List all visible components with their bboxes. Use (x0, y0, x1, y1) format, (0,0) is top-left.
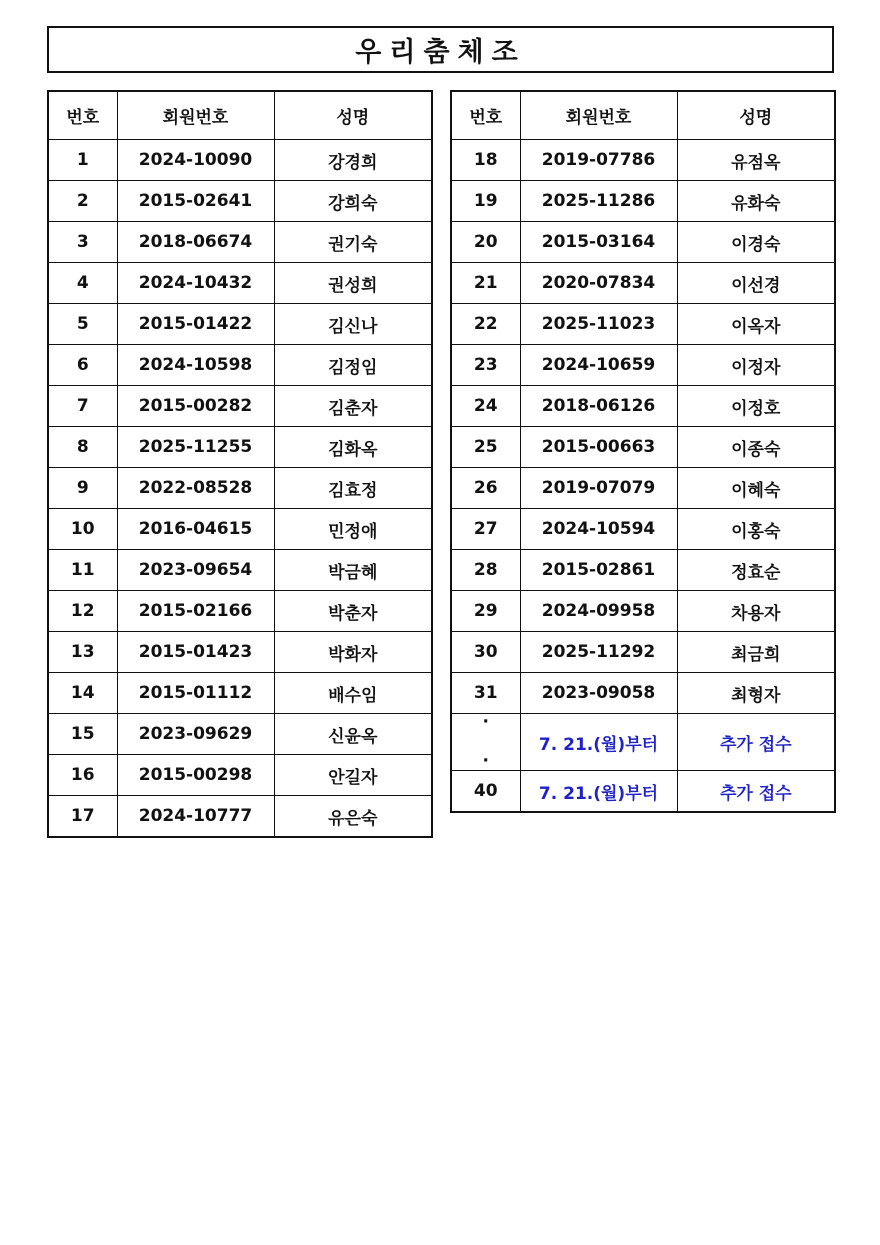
cell-name: 신윤옥 (274, 714, 432, 755)
cell-member-id: 2022-08528 (117, 468, 274, 509)
cell-name: 박춘자 (274, 591, 432, 632)
cell-no: 16 (48, 755, 117, 796)
table-row (451, 468, 835, 509)
header-no: 번호 (48, 91, 117, 140)
table-row (48, 263, 432, 304)
table-row (451, 181, 835, 222)
cell-member-id: 2024-10598 (117, 345, 274, 386)
cell-name: 최금희 (677, 632, 835, 673)
cell-no: 13 (48, 632, 117, 673)
cell-name: 박금혜 (274, 550, 432, 591)
roster-table-left (47, 90, 433, 838)
cell-member-id: 2023-09629 (117, 714, 274, 755)
table-row (48, 427, 432, 468)
cell-no: 17 (48, 796, 117, 838)
cell-no: 27 (451, 509, 520, 550)
cell-name: 이홍숙 (677, 509, 835, 550)
table-row (48, 509, 432, 550)
header-row (48, 91, 432, 140)
table-row (451, 509, 835, 550)
cell-name: 유화숙 (677, 181, 835, 222)
cell-name: 이옥자 (677, 304, 835, 345)
cell-name: 이경숙 (677, 222, 835, 263)
cell-member-id: 2024-09958 (520, 591, 677, 632)
cell-no: 6 (48, 345, 117, 386)
header-name: 성명 (274, 91, 432, 140)
cell-name: 권성희 (274, 263, 432, 304)
cell-no: 1 (48, 140, 117, 181)
cell-no: 31 (451, 673, 520, 714)
cell-member-id: 2024-10777 (117, 796, 274, 838)
roster-table-right (450, 90, 836, 813)
additional-date: 7. 21.(월)부터 (520, 714, 677, 771)
table-row (451, 345, 835, 386)
cell-no: 18 (451, 140, 520, 181)
table-row (48, 468, 432, 509)
table-row (451, 304, 835, 345)
cell-member-id: 2024-10594 (520, 509, 677, 550)
cell-name: 안길자 (274, 755, 432, 796)
cell-no: 12 (48, 591, 117, 632)
additional-note: 추가 접수 (677, 714, 835, 771)
cell-member-id: 2015-02861 (520, 550, 677, 591)
cell-name: 차용자 (677, 591, 835, 632)
table-row (48, 714, 432, 755)
cell-name: 이종숙 (677, 427, 835, 468)
cell-no: 24 (451, 386, 520, 427)
ellipsis-dot: · (482, 751, 489, 771)
cell-no: 2 (48, 181, 117, 222)
cell-no: 10 (48, 509, 117, 550)
cell-no: 5 (48, 304, 117, 345)
cell-name: 유점옥 (677, 140, 835, 181)
table-row (48, 673, 432, 714)
cell-member-id: 2024-10432 (117, 263, 274, 304)
table-row (451, 140, 835, 181)
table-row (48, 304, 432, 345)
cell-name: 민정애 (274, 509, 432, 550)
cell-member-id: 2018-06126 (520, 386, 677, 427)
cell-name: 김정임 (274, 345, 432, 386)
table-row (451, 386, 835, 427)
table-row (48, 550, 432, 591)
header-row (451, 91, 835, 140)
cell-member-id: 2016-04615 (117, 509, 274, 550)
cell-name: 최형자 (677, 673, 835, 714)
cell-no: 15 (48, 714, 117, 755)
cell-member-id: 2015-00663 (520, 427, 677, 468)
table-row (48, 755, 432, 796)
table-row (48, 632, 432, 673)
cell-no: 11 (48, 550, 117, 591)
ellipsis-cell (451, 714, 520, 771)
table-row (48, 345, 432, 386)
cell-name: 배수임 (274, 673, 432, 714)
cell-no: 22 (451, 304, 520, 345)
cell-member-id: 2025-11292 (520, 632, 677, 673)
cell-name: 이정자 (677, 345, 835, 386)
table-row (48, 591, 432, 632)
cell-name: 이선경 (677, 263, 835, 304)
ellipsis-dot: · (482, 712, 489, 732)
cell-member-id: 2015-02166 (117, 591, 274, 632)
cell-name: 박화자 (274, 632, 432, 673)
cell-member-id: 2015-01422 (117, 304, 274, 345)
table-row (48, 386, 432, 427)
cell-no: 19 (451, 181, 520, 222)
cell-member-id: 2023-09654 (117, 550, 274, 591)
cell-name: 강경희 (274, 140, 432, 181)
cell-no: 3 (48, 222, 117, 263)
cell-name: 김춘자 (274, 386, 432, 427)
table-row-last (451, 771, 835, 813)
cell-no: 9 (48, 468, 117, 509)
table-row (451, 222, 835, 263)
cell-member-id: 2015-00298 (117, 755, 274, 796)
cell-member-id: 2015-00282 (117, 386, 274, 427)
table-row (451, 263, 835, 304)
cell-no: 28 (451, 550, 520, 591)
table-row (48, 796, 432, 838)
additional-note: 추가 접수 (677, 771, 835, 813)
header-no: 번호 (451, 91, 520, 140)
cell-member-id: 2023-09058 (520, 673, 677, 714)
cell-name: 김신나 (274, 304, 432, 345)
header-name: 성명 (677, 91, 835, 140)
cell-name: 김효정 (274, 468, 432, 509)
cell-name: 강희숙 (274, 181, 432, 222)
cell-member-id: 2015-01423 (117, 632, 274, 673)
cell-member-id: 2025-11255 (117, 427, 274, 468)
table-row (48, 140, 432, 181)
table-row (451, 591, 835, 632)
cell-no: 23 (451, 345, 520, 386)
cell-member-id: 2020-07834 (520, 263, 677, 304)
cell-no: 40 (451, 771, 520, 813)
cell-no: 7 (48, 386, 117, 427)
cell-no: 29 (451, 591, 520, 632)
cell-no: 21 (451, 263, 520, 304)
cell-name: 유은숙 (274, 796, 432, 838)
cell-no: 4 (48, 263, 117, 304)
cell-member-id: 2025-11023 (520, 304, 677, 345)
cell-name: 김화옥 (274, 427, 432, 468)
cell-name: 이혜숙 (677, 468, 835, 509)
table-row (451, 673, 835, 714)
cell-member-id: 2019-07786 (520, 140, 677, 181)
cell-no: 26 (451, 468, 520, 509)
table-row (451, 632, 835, 673)
cell-member-id: 2024-10659 (520, 345, 677, 386)
cell-no: 14 (48, 673, 117, 714)
table-row (451, 550, 835, 591)
cell-name: 권기숙 (274, 222, 432, 263)
additional-date: 7. 21.(월)부터 (520, 771, 677, 813)
cell-member-id: 2015-02641 (117, 181, 274, 222)
page-title: 우리춤체조 (47, 26, 834, 73)
cell-member-id: 2024-10090 (117, 140, 274, 181)
cell-name: 이정호 (677, 386, 835, 427)
cell-no: 30 (451, 632, 520, 673)
cell-member-id: 2018-06674 (117, 222, 274, 263)
table-row (451, 427, 835, 468)
cell-no: 8 (48, 427, 117, 468)
header-member-id: 회원번호 (520, 91, 677, 140)
table-row (48, 222, 432, 263)
cell-member-id: 2019-07079 (520, 468, 677, 509)
cell-member-id: 2015-03164 (520, 222, 677, 263)
cell-name: 정효순 (677, 550, 835, 591)
cell-no: 20 (451, 222, 520, 263)
header-member-id: 회원번호 (117, 91, 274, 140)
cell-no: 25 (451, 427, 520, 468)
table-row (48, 181, 432, 222)
cell-member-id: 2025-11286 (520, 181, 677, 222)
cell-member-id: 2015-01112 (117, 673, 274, 714)
